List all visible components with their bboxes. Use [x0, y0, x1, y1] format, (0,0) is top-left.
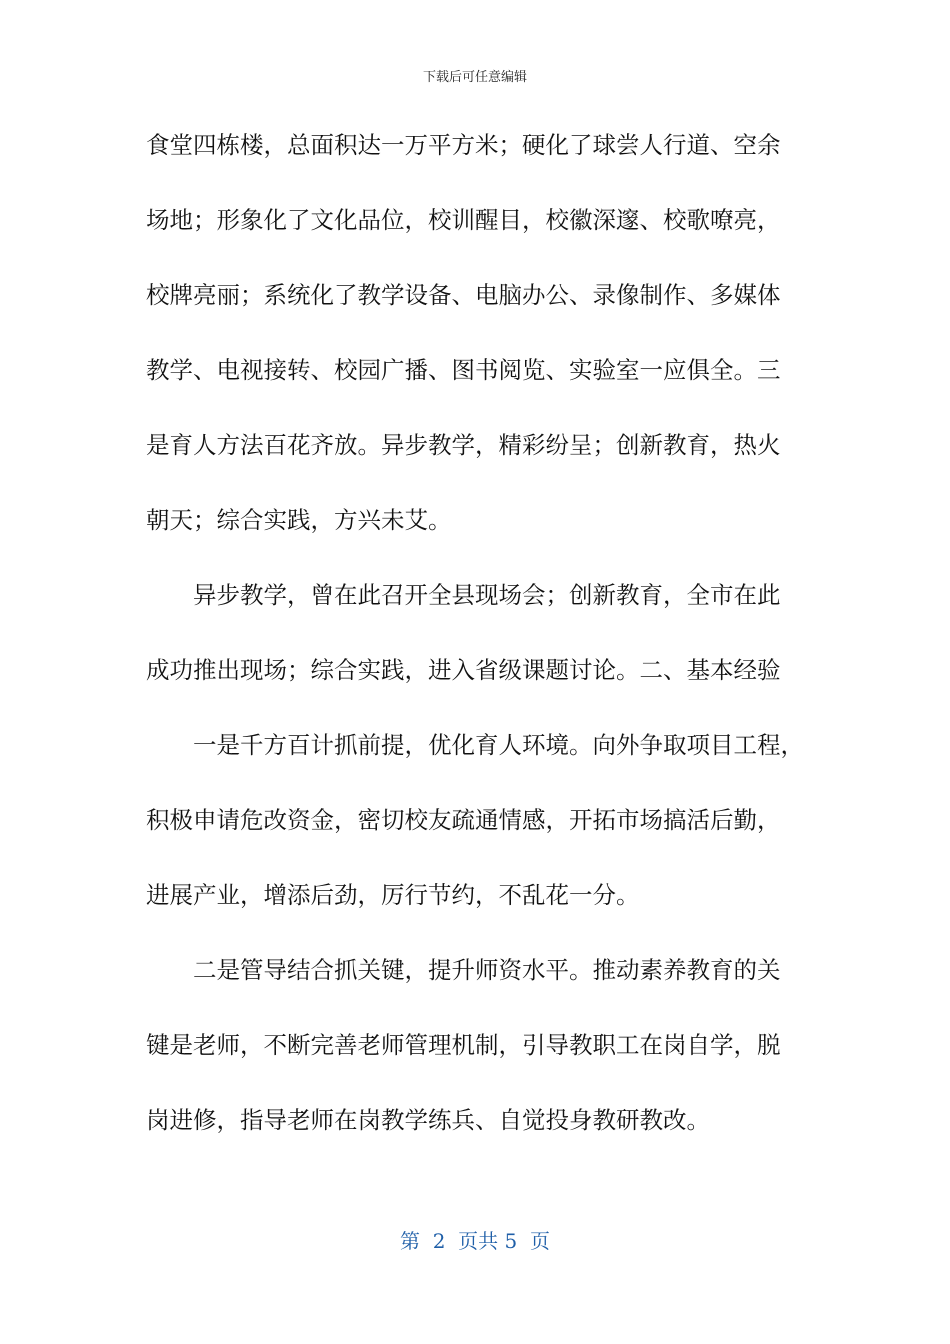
text-line: 教学、电视接转、校园广播、图书阅览、实验室一应俱全。三 — [146, 356, 781, 384]
text-line: 积极申请危改资金，密切校友疏通情感，开拓市场搞活后勤， — [146, 806, 781, 834]
text-line: 校牌亮丽；系统化了教学设备、电脑办公、录像制作、多媒体 — [146, 281, 781, 309]
page-header: 下载后可任意编辑 — [422, 70, 527, 85]
text-line: 异步教学，曾在此召开全县现场会；创新教育，全市在此 — [193, 581, 781, 609]
text-line: 是育人方法百花齐放。异步教学，精彩纷呈；创新教育，热火 — [146, 431, 781, 459]
text-line: 进展产业，增添后劲，厉行节约，不乱花一分。 — [146, 881, 640, 909]
text-line: 一是千方百计抓前提，优化育人环境。向外争取项目工程， — [193, 731, 804, 759]
text-line: 食堂四栋楼，总面积达一万平方米；硬化了球尝人行道、空余 — [146, 131, 781, 159]
text-line: 朝天；综合实践，方兴未艾。 — [146, 506, 452, 534]
text-line: 场地；形象化了文化品位，校训醒目，校徽深邃、校歌嘹亮， — [146, 206, 781, 234]
page-number-footer: 第 2 页共 5 页 — [400, 1229, 550, 1253]
text-line: 键是老师，不断完善老师管理机制，引导教职工在岗自学，脱 — [146, 1031, 781, 1059]
text-line: 成功推出现场；综合实践，进入省级课题讨论。二、基本经验 — [146, 656, 781, 684]
text-line: 二是管导结合抓关键，提升师资水平。推动素养教育的关 — [193, 956, 781, 984]
text-line: 岗进修，指导老师在岗教学练兵、自觉投身教研教改。 — [146, 1106, 710, 1134]
